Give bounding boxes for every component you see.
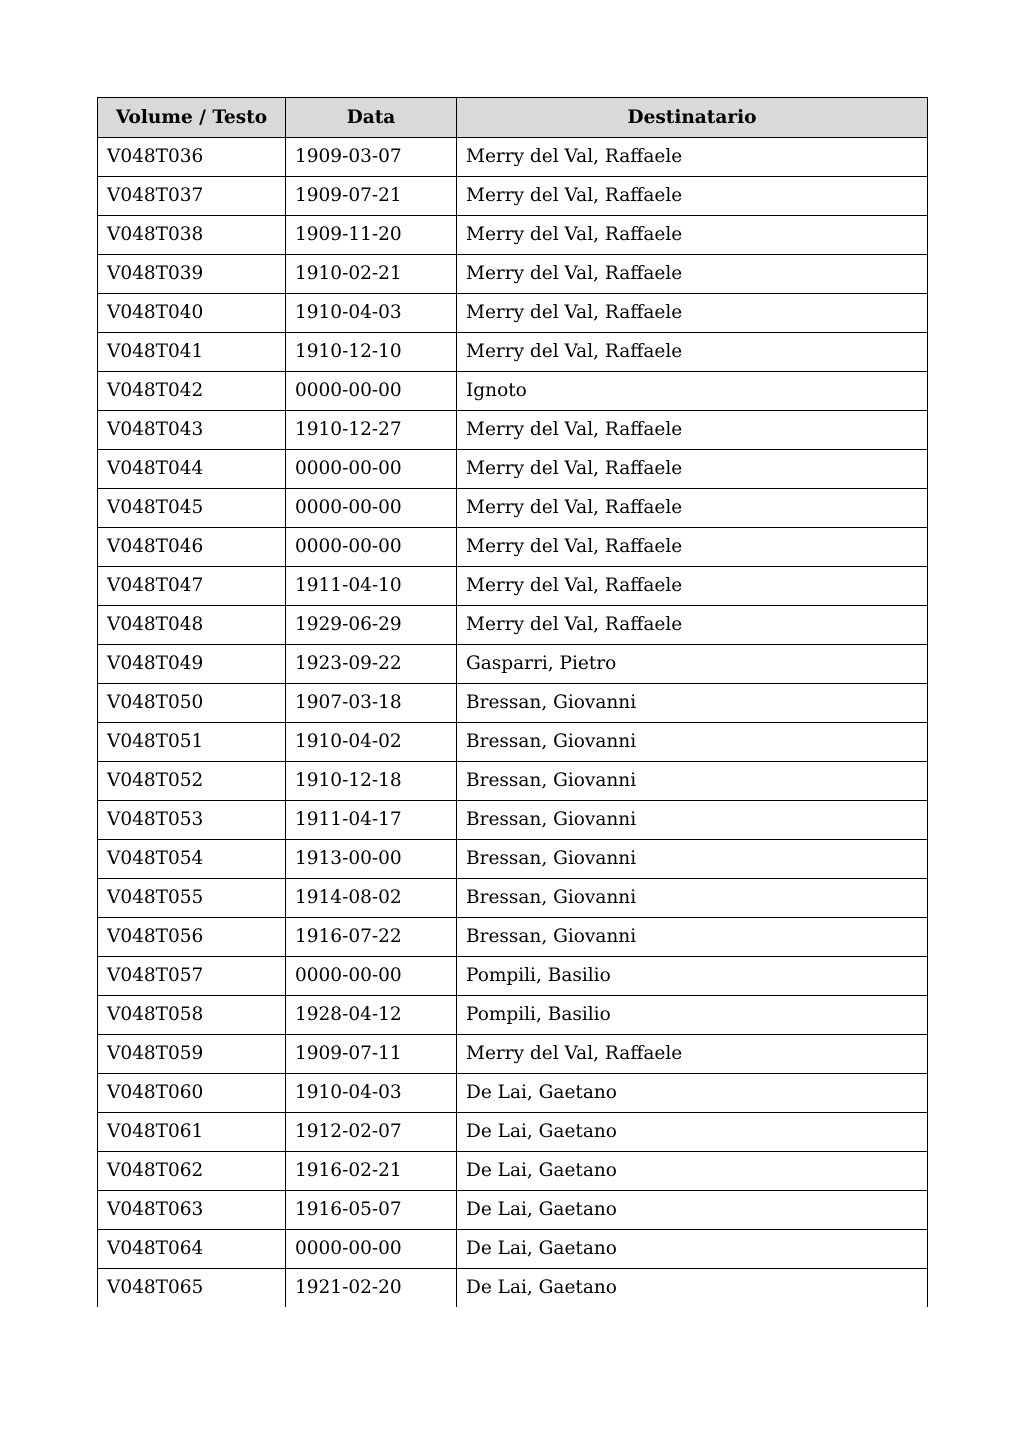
cell-data: 0000-00-00 [286,372,457,411]
cell-volume-testo: V048T060 [98,1074,286,1113]
table-row [98,1074,928,1113]
cell-volume-testo: V048T063 [98,1191,286,1230]
cell-destinatario: Bressan, Giovanni [457,723,928,762]
table-row [98,762,928,801]
cell-destinatario: Merry del Val, Raffaele [457,294,928,333]
cell-destinatario: Merry del Val, Raffaele [457,216,928,255]
header-volume-testo: Volume / Testo [98,98,286,138]
table-row [98,1230,928,1269]
cell-destinatario: Merry del Val, Raffaele [457,411,928,450]
cell-destinatario: Bressan, Giovanni [457,840,928,879]
cell-destinatario: Gasparri, Pietro [457,645,928,684]
cell-destinatario: Bressan, Giovanni [457,762,928,801]
cell-volume-testo: V048T065 [98,1269,286,1308]
cell-data: 1910-04-02 [286,723,457,762]
cell-volume-testo: V048T064 [98,1230,286,1269]
cell-destinatario: De Lai, Gaetano [457,1230,928,1269]
cell-volume-testo: V048T061 [98,1113,286,1152]
cell-data: 1928-04-12 [286,996,457,1035]
cell-volume-testo: V048T062 [98,1152,286,1191]
cell-destinatario: De Lai, Gaetano [457,1191,928,1230]
cell-data: 1916-07-22 [286,918,457,957]
cell-volume-testo: V048T058 [98,996,286,1035]
cell-volume-testo: V048T053 [98,801,286,840]
cell-destinatario: Bressan, Giovanni [457,684,928,723]
cell-data: 1913-00-00 [286,840,457,879]
table-row [98,138,928,177]
cell-volume-testo: V048T052 [98,762,286,801]
table-row [98,411,928,450]
cell-volume-testo: V048T038 [98,216,286,255]
cell-volume-testo: V048T050 [98,684,286,723]
cell-destinatario: Pompili, Basilio [457,957,928,996]
cell-data: 0000-00-00 [286,450,457,489]
cell-data: 1914-08-02 [286,879,457,918]
cell-volume-testo: V048T043 [98,411,286,450]
cell-data: 1911-04-10 [286,567,457,606]
cell-data: 1910-12-27 [286,411,457,450]
cell-volume-testo: V048T056 [98,918,286,957]
cell-data: 1921-02-20 [286,1269,457,1308]
cell-destinatario: De Lai, Gaetano [457,1152,928,1191]
cell-destinatario: Merry del Val, Raffaele [457,489,928,528]
table-row [98,1113,928,1152]
table-row [98,216,928,255]
cell-destinatario: Bressan, Giovanni [457,879,928,918]
table-row [98,333,928,372]
cell-data: 1910-04-03 [286,1074,457,1113]
cell-data: 1911-04-17 [286,801,457,840]
table-row [98,294,928,333]
cell-destinatario: Merry del Val, Raffaele [457,606,928,645]
table-row [98,645,928,684]
table-row [98,801,928,840]
table-row [98,840,928,879]
table-row [98,1269,928,1308]
table-row [98,1152,928,1191]
cell-data: 1909-07-21 [286,177,457,216]
cell-data: 0000-00-00 [286,489,457,528]
cell-volume-testo: V048T049 [98,645,286,684]
cell-data: 1916-02-21 [286,1152,457,1191]
cell-volume-testo: V048T059 [98,1035,286,1074]
cell-data: 1907-03-18 [286,684,457,723]
cell-destinatario: Pompili, Basilio [457,996,928,1035]
table-row [98,1035,928,1074]
cell-data: 1909-11-20 [286,216,457,255]
cell-volume-testo: V048T048 [98,606,286,645]
cell-data: 0000-00-00 [286,1230,457,1269]
cell-volume-testo: V048T041 [98,333,286,372]
cell-destinatario: Bressan, Giovanni [457,801,928,840]
cell-destinatario: Bressan, Giovanni [457,918,928,957]
cell-destinatario: Merry del Val, Raffaele [457,138,928,177]
table-row [98,372,928,411]
table-row [98,957,928,996]
cell-volume-testo: V048T057 [98,957,286,996]
cell-volume-testo: V048T040 [98,294,286,333]
table-row [98,684,928,723]
cell-data: 1910-12-10 [286,333,457,372]
cell-destinatario: De Lai, Gaetano [457,1269,928,1308]
cell-destinatario: Merry del Val, Raffaele [457,567,928,606]
table-row [98,255,928,294]
cell-data: 1916-05-07 [286,1191,457,1230]
cell-data: 1909-03-07 [286,138,457,177]
cell-volume-testo: V048T054 [98,840,286,879]
cell-volume-testo: V048T039 [98,255,286,294]
cell-volume-testo: V048T045 [98,489,286,528]
cell-volume-testo: V048T042 [98,372,286,411]
header-data: Data [286,98,457,138]
cell-destinatario: Merry del Val, Raffaele [457,1035,928,1074]
cell-volume-testo: V048T047 [98,567,286,606]
cell-destinatario: Merry del Val, Raffaele [457,333,928,372]
table-row [98,450,928,489]
cell-data: 1910-12-18 [286,762,457,801]
table-row [98,489,928,528]
cell-volume-testo: V048T044 [98,450,286,489]
table-body [98,138,928,1308]
cell-data: 1910-02-21 [286,255,457,294]
table-row [98,606,928,645]
table-row [98,1191,928,1230]
table-row [98,996,928,1035]
table-row [98,177,928,216]
cell-destinatario: Merry del Val, Raffaele [457,255,928,294]
cell-destinatario: Merry del Val, Raffaele [457,528,928,567]
cell-volume-testo: V048T051 [98,723,286,762]
cell-data: 0000-00-00 [286,528,457,567]
table-header [98,98,928,138]
cell-data: 1909-07-11 [286,1035,457,1074]
cell-destinatario: De Lai, Gaetano [457,1113,928,1152]
cell-destinatario: Ignoto [457,372,928,411]
cell-volume-testo: V048T036 [98,138,286,177]
table-row [98,918,928,957]
table-row [98,879,928,918]
cell-data: 1923-09-22 [286,645,457,684]
table-row [98,723,928,762]
cell-destinatario: Merry del Val, Raffaele [457,177,928,216]
cell-data: 0000-00-00 [286,957,457,996]
cell-destinatario: Merry del Val, Raffaele [457,450,928,489]
cell-volume-testo: V048T046 [98,528,286,567]
cell-volume-testo: V048T055 [98,879,286,918]
letters-table [97,97,928,1307]
header-destinatario: Destinatario [457,98,928,138]
cell-data: 1910-04-03 [286,294,457,333]
table-row [98,528,928,567]
cell-volume-testo: V048T037 [98,177,286,216]
cell-data: 1929-06-29 [286,606,457,645]
cell-destinatario: De Lai, Gaetano [457,1074,928,1113]
table-row [98,567,928,606]
cell-data: 1912-02-07 [286,1113,457,1152]
header-row [98,98,928,138]
